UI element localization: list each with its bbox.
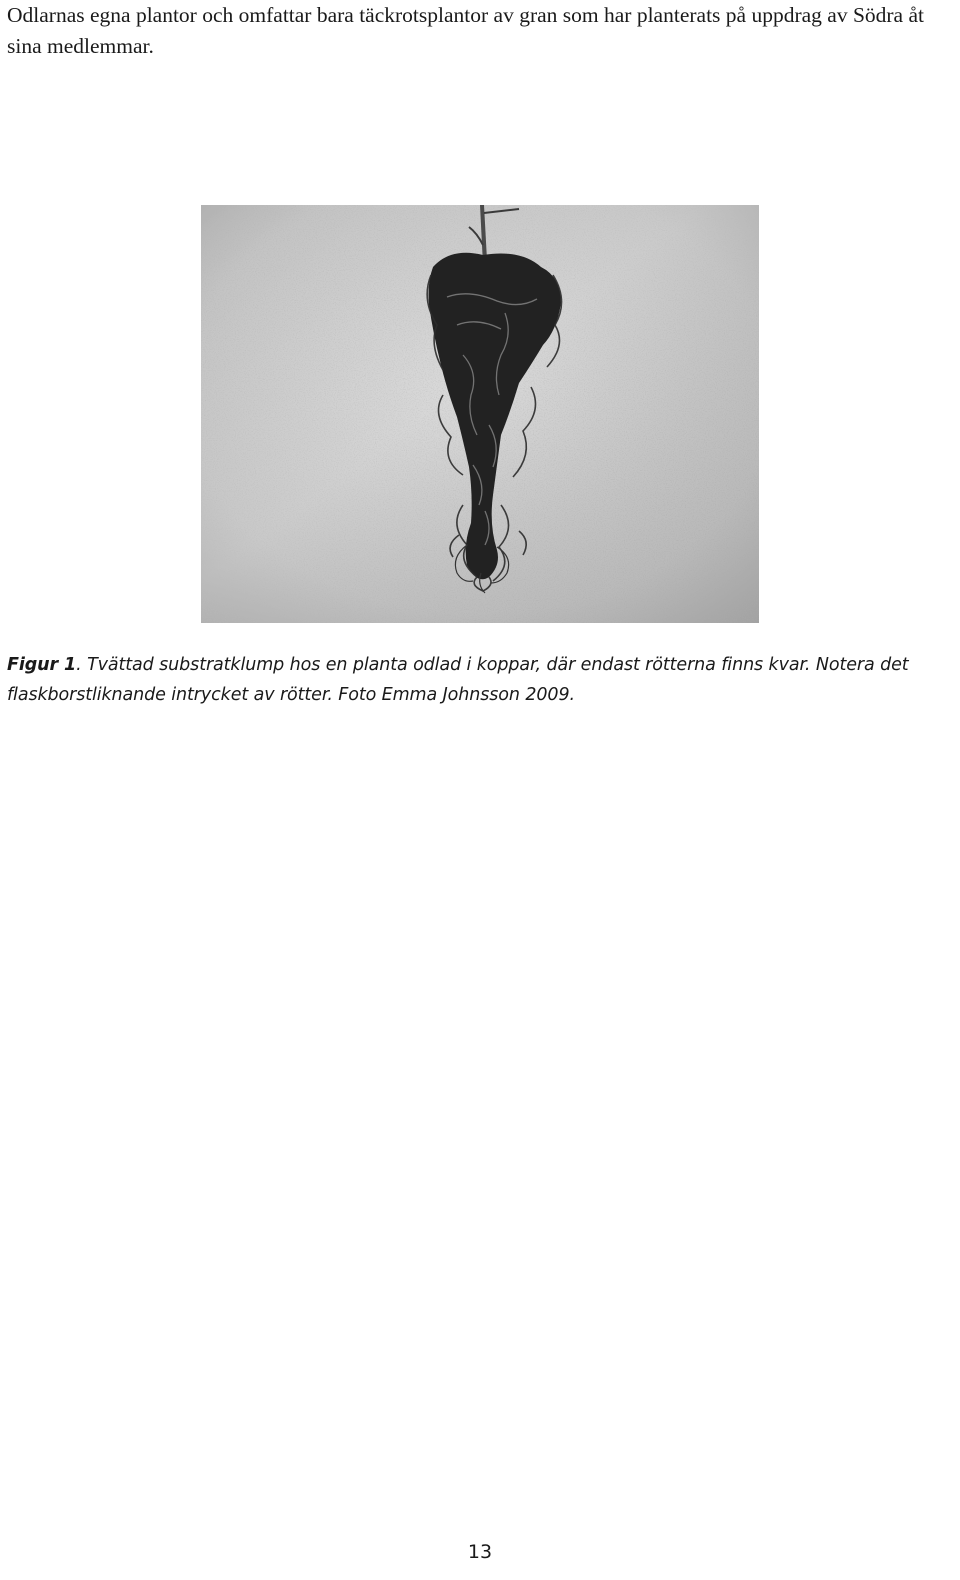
figure-label: Figur 1 <box>7 655 77 675</box>
figure-caption <box>7 650 957 710</box>
root-plug-photo <box>201 205 759 623</box>
body-paragraph: Odlarnas egna plantor och omfattar bara täckrotsplantor av gran som har planterats på uppdrag av Södra åt sina medlemmar. <box>7 3 924 58</box>
figure-caption-text: . Tvättad substratklump hos en planta odlad i koppar, där endast rötterna finns kvar. Notera det flaskborstliknande intrycket av rötter. Foto Emma Johnsson 2009. <box>7 655 909 705</box>
page-number: 13 <box>467 1541 493 1563</box>
root-plug-photo-graphic <box>201 205 759 623</box>
